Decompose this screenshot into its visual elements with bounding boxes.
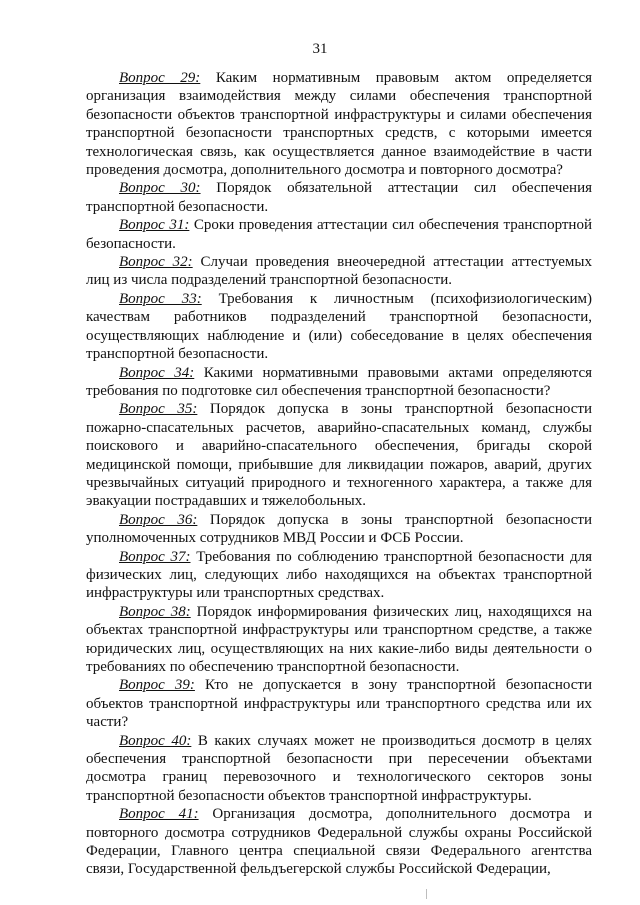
question-text: Порядок информирования физических лиц, находящихся на объектах транспортной инфраструктуры или транспортном средстве, а также юридических лиц, осуществляющих на них какие-либо виды деятельности о требованиях по обеспечению транспортной безопасности. [86,603,592,675]
question-text: Порядок допуска в зоны транспортной безопасности пожарно-спасательных расчетов, аварийно-спасательных команд, службы поискового и аварийно-спасательного обеспечения, бригады скорой медицинской помощи, прибывшие для ликвидации пожаров, аварий, других чрезвычайных ситуаций природного и техногенного характера, а также для эвакуации пострадавших и тяжелобольных. [86,401,592,510]
question-text: Сроки проведения аттестации сил обеспечения транспортной безопасности. [86,217,592,252]
question-text: Какими нормативными правовыми актами определяются требования по подготовке сил обеспечения транспортной безопасности? [86,364,593,399]
question-30 [86,179,592,216]
question-38 [86,603,592,677]
question-label: Вопрос 36: [119,511,198,528]
question-text: Требования к личностным (психофизиологическим) качествам работников подразделений транспортной безопасности, осуществляющих наблюдение и (или) собеседование в целях обеспечения транспортной безопасности. [86,290,592,363]
question-label: Вопрос 38: [119,603,191,620]
scan-artifact-mark [426,889,427,899]
question-text: Кто не допускается в зону транспортной безопасности объектов транспортной инфраструктуры или транспортного средства или их части? [86,677,593,731]
question-text: Порядок обязательной аттестации сил обеспечения транспортной безопасности. [86,180,592,215]
question-label: Вопрос 39: [119,677,195,694]
question-label: Вопрос 30: [119,180,201,197]
question-text: Каким нормативным правовым актом определяется организация взаимодействия между силами обеспечения транспортной безопасности объектов транспортной инфраструктуры и силами обеспечения транспортной безопасности транспортных средств, с которыми имеется технологическая связь, как осуществляется данное взаимодействие в части проведения досмотра, дополнительного досмотра и повторного досмотра? [86,70,592,179]
question-40 [86,732,592,806]
question-label: Вопрос 41: [119,806,199,823]
question-label: Вопрос 32: [119,254,193,271]
question-39 [86,676,592,731]
question-34 [86,364,592,401]
question-label: Вопрос 37: [119,548,191,565]
question-label: Вопрос 33: [119,290,202,307]
question-41 [86,805,592,879]
question-label: Вопрос 31: [119,217,190,234]
page-number: 31 [312,41,328,57]
question-36 [86,511,592,548]
question-35 [86,400,592,510]
question-label: Вопрос 29: [119,70,201,86]
question-label: Вопрос 40: [119,732,192,749]
question-text: Требования по соблюдению транспортной безопасности для физических лиц, следующих либо находящихся на объектах транспортной инфраструктуры или транспортных средствах. [86,548,593,602]
question-29 [86,69,592,179]
question-31 [86,216,592,253]
question-text: В каких случаях может не производиться досмотр в целях обеспечения транспортной безопасности при пересечении объектами досмотра границ перевозочного и технологического секторов зоны транспортной безопасности объектов транспортной инфраструктуры. [86,732,593,804]
question-text: Случаи проведения внеочередной аттестации аттестуемых лиц из числа подразделений транспортной безопасности. [86,254,592,289]
question-32 [86,253,592,290]
question-text: Порядок допуска в зоны транспортной безопасности уполномоченных сотрудников МВД России и ФСБ России. [86,511,592,547]
question-text: Организация досмотра, дополнительного досмотра и повторного досмотра сотрудников Федеральной службы охраны Российской Федерации, Главного центра специальной связи Федерального агентства связи, Государственной фельдъегерской службы Российской Федерации, [86,806,592,878]
question-33 [86,290,592,364]
question-label: Вопрос 35: [119,401,198,418]
question-label: Вопрос 34: [119,364,195,381]
document-body [86,69,592,879]
question-37 [86,548,592,603]
